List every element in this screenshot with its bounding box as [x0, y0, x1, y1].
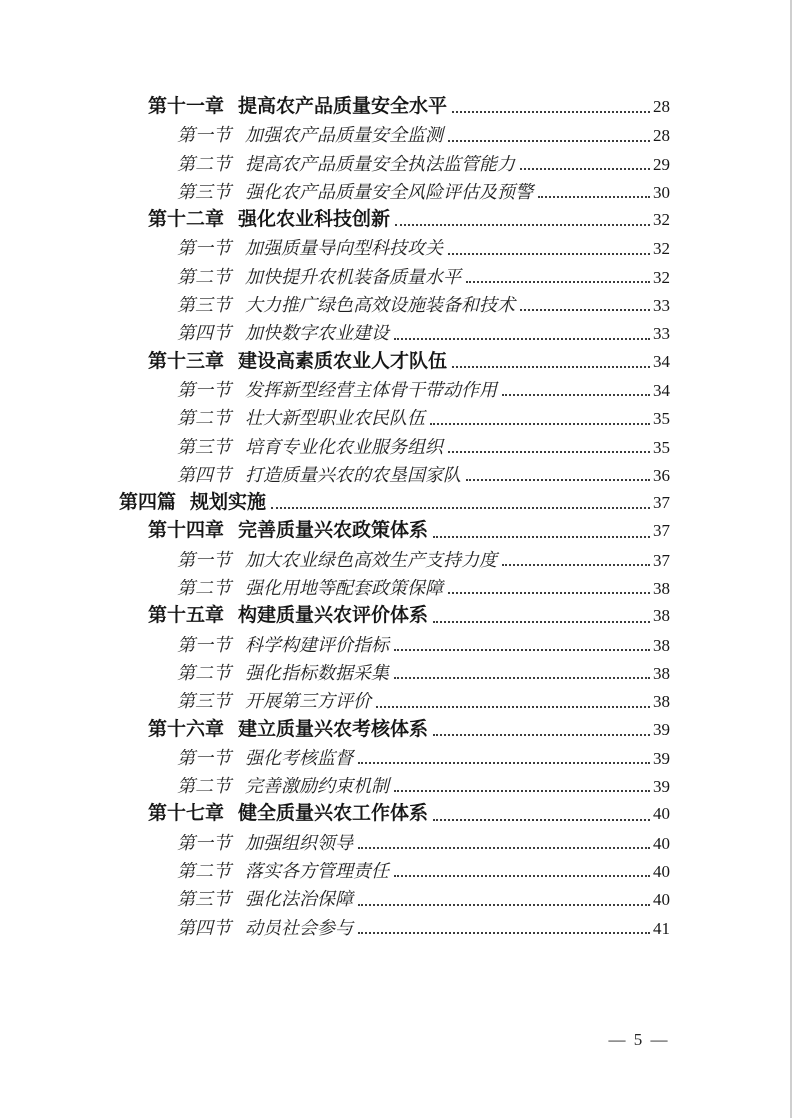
toc-entry	[119, 376, 670, 404]
toc-entry-page-number: 39	[653, 777, 670, 797]
dot-leader-line	[466, 281, 650, 283]
dot-leader-line	[520, 168, 650, 170]
toc-entry-label: 第二节	[177, 153, 231, 174]
toc-entry-page-number: 38	[653, 692, 670, 712]
toc-entry-page-number: 33	[653, 296, 670, 316]
dot-leader-line	[271, 507, 650, 509]
toc-entry-title: 提高农产品质量安全水平	[238, 96, 448, 117]
table-of-contents	[119, 93, 670, 942]
toc-entry-label: 第十五章	[148, 605, 225, 627]
toc-entry-label: 第四篇	[119, 492, 177, 514]
dot-leader-line	[376, 706, 650, 708]
toc-entry-page-number: 37	[653, 521, 670, 541]
toc-entry-page-number: 40	[653, 833, 670, 853]
toc-entry-label: 第十一章	[148, 96, 225, 117]
dot-leader-line	[433, 536, 650, 538]
toc-entry	[119, 489, 670, 517]
page-footer	[576, 1030, 702, 1050]
toc-entry-page-number: 38	[653, 606, 670, 626]
toc-entry-page-number: 32	[653, 267, 670, 287]
toc-entry-title: 强化法治保障	[245, 889, 353, 910]
toc-entry	[119, 404, 670, 432]
toc-entry-title: 落实各方管理责任	[245, 861, 389, 882]
dot-leader-line	[520, 309, 650, 311]
toc-entry-title: 健全质量兴农工作体系	[238, 803, 429, 825]
toc-entry-title: 科学构建评价指标	[245, 634, 389, 655]
toc-entry-page-number: 39	[653, 719, 670, 739]
dot-leader-line	[394, 790, 650, 792]
toc-entry-title: 打造质量兴农的农垦国家队	[245, 464, 461, 485]
toc-entry-label: 第三节	[177, 295, 231, 316]
dot-leader-line	[395, 224, 650, 226]
toc-entry-label: 第四节	[177, 464, 231, 485]
toc-entry-title: 构建质量兴农评价体系	[238, 605, 429, 627]
toc-entry-title: 加快数字农业建设	[245, 323, 389, 344]
toc-entry	[119, 178, 670, 206]
toc-entry-page-number: 34	[653, 351, 670, 371]
toc-entry-label: 第十七章	[148, 803, 225, 825]
toc-entry-page-number: 39	[653, 748, 670, 768]
dot-leader-line	[452, 366, 650, 368]
toc-entry-title: 强化指标数据采集	[245, 662, 389, 683]
dot-leader-line	[448, 253, 650, 255]
toc-entry-title: 规划实施	[190, 492, 267, 514]
toc-entry	[119, 631, 670, 659]
dot-leader-line	[394, 875, 650, 877]
toc-entry	[119, 234, 670, 262]
dot-leader-line	[502, 394, 650, 396]
toc-entry-page-number: 35	[653, 437, 670, 457]
toc-entry-label: 第一节	[177, 379, 231, 400]
dot-leader-line	[448, 451, 650, 453]
toc-entry-page-number: 38	[653, 663, 670, 683]
toc-entry-label: 第二节	[177, 662, 231, 683]
toc-entry-page-number: 41	[653, 918, 670, 938]
toc-entry-label: 第十三章	[148, 350, 225, 372]
toc-entry-page-number: 28	[653, 126, 670, 146]
toc-entry-title: 大力推广绿色高效设施装备和技术	[245, 295, 515, 316]
toc-entry	[119, 574, 670, 602]
dot-leader-line	[433, 621, 650, 623]
toc-entry-title: 强化农业科技创新	[238, 209, 391, 231]
toc-entry-page-number: 32	[653, 210, 670, 230]
toc-entry-page-number: 33	[653, 324, 670, 344]
toc-entry-title: 完善质量兴农政策体系	[238, 520, 429, 542]
toc-entry-label: 第三节	[177, 889, 231, 910]
toc-entry-title: 完善激励约束机制	[245, 776, 389, 797]
scan-edge-line	[790, 0, 792, 1118]
toc-entry-label: 第三节	[177, 436, 231, 457]
toc-entry-label: 第一节	[177, 832, 231, 853]
toc-entry	[119, 121, 670, 149]
toc-entry-title: 培育专业化农业服务组织	[245, 436, 443, 457]
toc-entry-page-number: 40	[653, 890, 670, 910]
toc-entry-page-number: 40	[653, 804, 670, 824]
dot-leader-line	[448, 592, 650, 594]
toc-entry	[119, 914, 670, 942]
dot-leader-line	[538, 196, 650, 198]
toc-entry-page-number: 37	[653, 493, 670, 513]
toc-entry-title: 建设高素质农业人才队伍	[238, 350, 448, 372]
dot-leader-line	[358, 932, 650, 934]
toc-entry-label: 第一节	[177, 747, 231, 768]
toc-entry-label: 第三节	[177, 181, 231, 202]
toc-entry-label: 第二节	[177, 776, 231, 797]
toc-entry-label: 第一节	[177, 634, 231, 655]
toc-entry-page-number: 35	[653, 409, 670, 429]
toc-entry-label: 第三节	[177, 691, 231, 712]
toc-entry	[119, 829, 670, 857]
toc-entry	[119, 687, 670, 715]
toc-entry-page-number: 30	[653, 182, 670, 202]
toc-entry	[119, 319, 670, 347]
dot-leader-line	[452, 111, 650, 113]
toc-entry-title: 加快提升农机装备质量水平	[245, 266, 461, 287]
toc-entry-title: 壮大新型职业农民队伍	[245, 408, 425, 429]
toc-entry-label: 第十四章	[148, 520, 225, 542]
toc-entry	[119, 348, 670, 376]
toc-entry-label: 第四节	[177, 323, 231, 344]
dot-leader-line	[358, 904, 650, 906]
toc-entry	[119, 517, 670, 545]
toc-entry	[119, 93, 670, 121]
toc-entry-title: 提高农产品质量安全执法监管能力	[245, 153, 515, 174]
toc-entry	[119, 857, 670, 885]
dot-leader-line	[433, 734, 650, 736]
toc-entry-title: 开展第三方评价	[245, 691, 371, 712]
footer-page-number: — 5 —	[608, 1030, 670, 1049]
dot-leader-line	[433, 819, 650, 821]
dot-leader-line	[466, 479, 650, 481]
toc-entry	[119, 800, 670, 828]
toc-entry	[119, 602, 670, 630]
toc-entry-label: 第二节	[177, 266, 231, 287]
dot-leader-line	[394, 677, 650, 679]
toc-entry-label: 第一节	[177, 238, 231, 259]
toc-entry	[119, 772, 670, 800]
toc-entry-page-number: 40	[653, 862, 670, 882]
toc-entry-title: 加强组织领导	[245, 832, 353, 853]
toc-entry-label: 第十二章	[148, 209, 225, 231]
toc-entry-title: 加强质量导向型科技攻关	[245, 238, 443, 259]
toc-entry	[119, 744, 670, 772]
toc-entry-title: 强化用地等配套政策保障	[245, 578, 443, 599]
toc-entry	[119, 291, 670, 319]
toc-entry-label: 第四节	[177, 917, 231, 938]
dot-leader-line	[394, 338, 650, 340]
toc-entry	[119, 150, 670, 178]
toc-entry-label: 第二节	[177, 578, 231, 599]
dot-leader-line	[502, 564, 650, 566]
toc-entry-page-number: 37	[653, 550, 670, 570]
toc-entry-page-number: 38	[653, 635, 670, 655]
toc-entry-label: 第一节	[177, 549, 231, 570]
toc-entry	[119, 433, 670, 461]
toc-entry-title: 加强农产品质量安全监测	[245, 125, 443, 146]
toc-entry-title: 建立质量兴农考核体系	[238, 718, 429, 740]
toc-entry-title: 动员社会参与	[245, 917, 353, 938]
dot-leader-line	[358, 762, 650, 764]
dot-leader-line	[394, 649, 650, 651]
toc-entry	[119, 461, 670, 489]
toc-entry	[119, 659, 670, 687]
toc-entry	[119, 716, 670, 744]
toc-entry-page-number: 34	[653, 380, 670, 400]
toc-entry-label: 第十六章	[148, 718, 225, 740]
dot-leader-line	[430, 423, 650, 425]
toc-entry-title: 强化考核监督	[245, 747, 353, 768]
toc-entry-page-number: 29	[653, 154, 670, 174]
toc-entry-title: 强化农产品质量安全风险评估及预警	[245, 181, 533, 202]
toc-entry	[119, 546, 670, 574]
toc-entry-page-number: 28	[653, 97, 670, 116]
toc-entry-title: 加大农业绿色高效生产支持力度	[245, 549, 497, 570]
dot-leader-line	[358, 847, 650, 849]
toc-entry	[119, 263, 670, 291]
toc-entry	[119, 885, 670, 913]
toc-entry-page-number: 32	[653, 239, 670, 259]
toc-entry-label: 第二节	[177, 861, 231, 882]
dot-leader-line	[448, 140, 650, 142]
toc-entry-page-number: 36	[653, 465, 670, 485]
toc-entry-page-number: 38	[653, 579, 670, 599]
toc-entry-label: 第一节	[177, 125, 231, 146]
toc-entry-label: 第二节	[177, 408, 231, 429]
toc-entry-title: 发挥新型经营主体骨干带动作用	[245, 379, 497, 400]
toc-entry	[119, 206, 670, 234]
